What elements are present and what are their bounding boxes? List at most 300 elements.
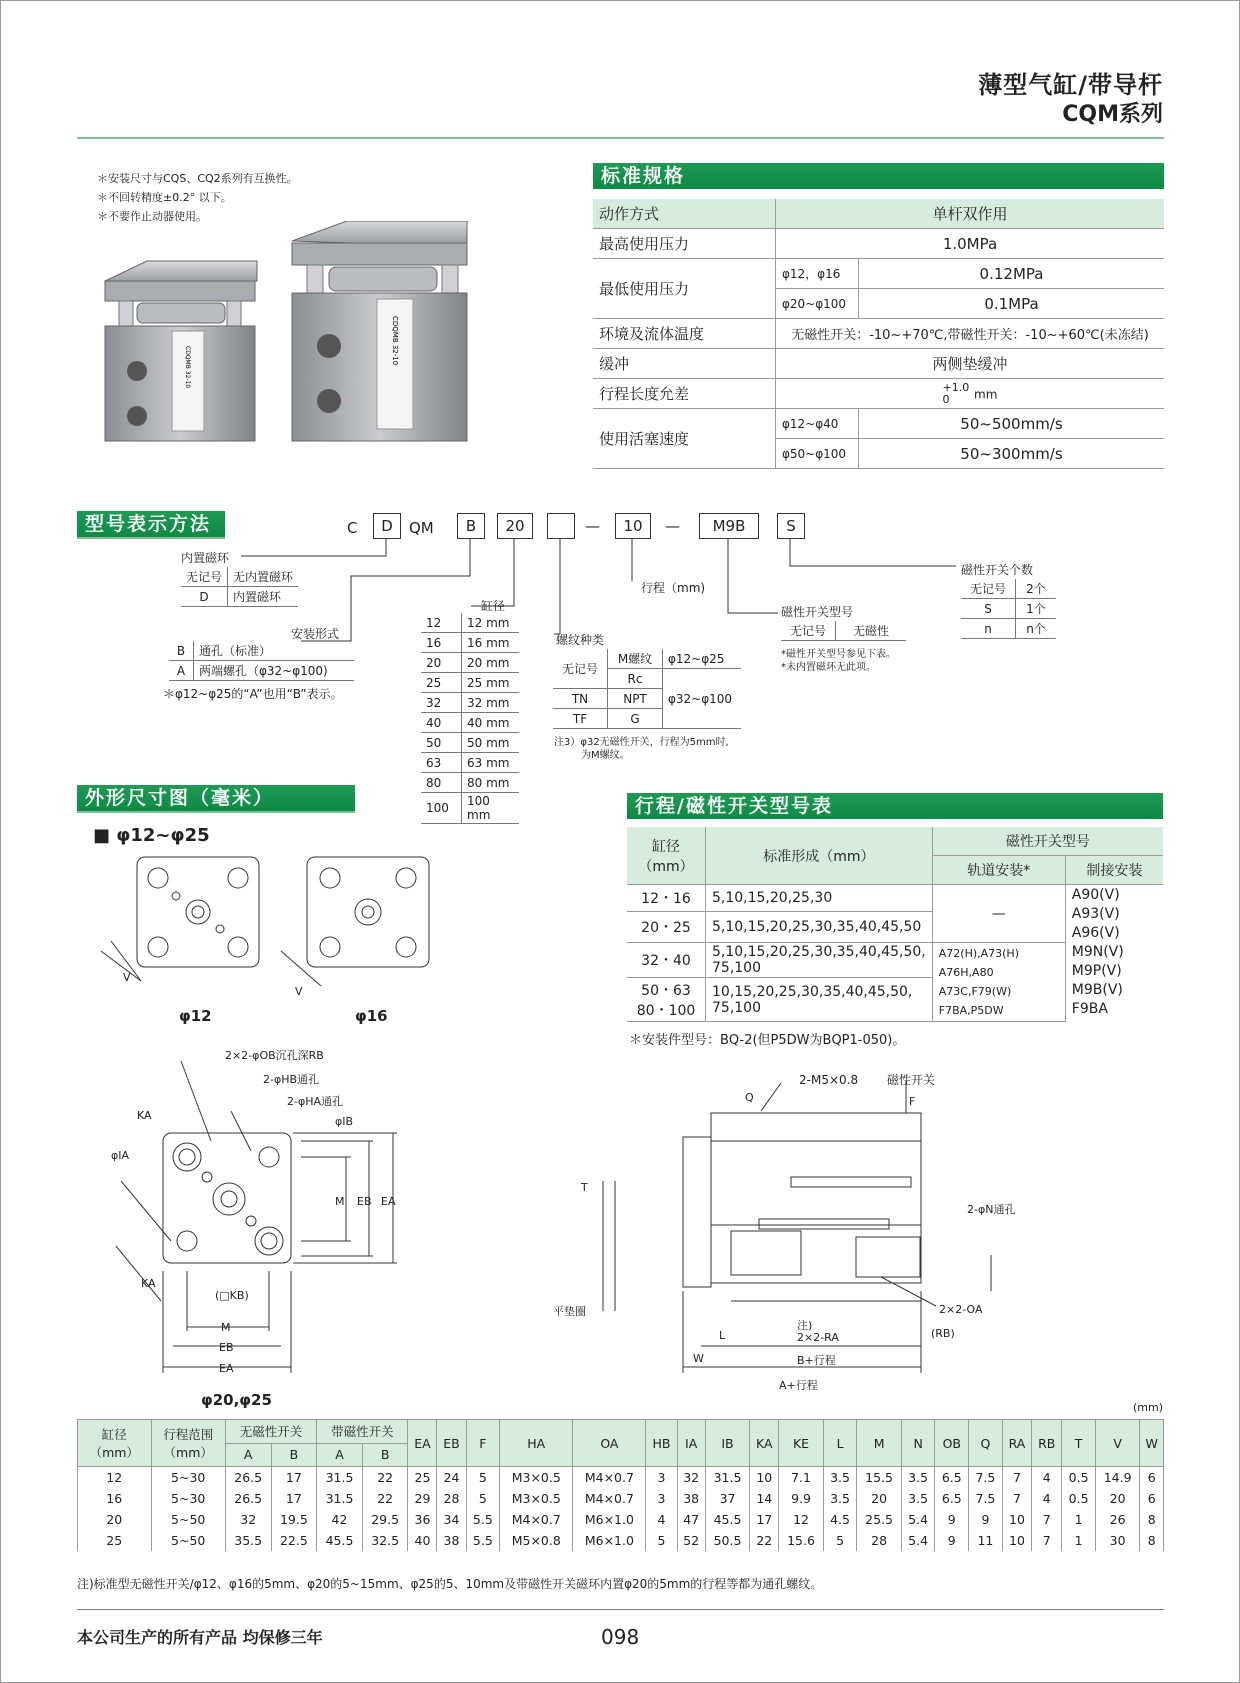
spec-value: 50~500mm/s xyxy=(859,409,1165,439)
tolerance-plus: +1.0 xyxy=(942,380,970,394)
dims-cell: 32 xyxy=(677,1467,705,1489)
dims-cell: 52 xyxy=(677,1530,705,1551)
code-switch: M9B xyxy=(699,513,759,539)
dims-head-range: 行程范围 xyxy=(163,1427,214,1442)
bore-size: 20 mm xyxy=(462,653,520,673)
dims-cell: 7 xyxy=(1002,1488,1031,1509)
dims-cell: 20 xyxy=(857,1488,901,1509)
mount-code: A xyxy=(169,661,194,681)
stroke-values: 5,10,15,20,25,30,35,40,45,50, 75,100 xyxy=(706,943,933,978)
spec-label: 最高使用压力 xyxy=(593,229,776,259)
label-hb: 2-φHB通孔 xyxy=(263,1073,320,1086)
magnet-ring-title: 内置磁环 xyxy=(181,551,230,565)
spec-bore: φ20~φ100 xyxy=(776,289,859,319)
thread-bore: φ12~φ25 xyxy=(663,649,742,669)
dims-head-col: IA xyxy=(677,1420,705,1467)
spec-label: 缓冲 xyxy=(593,349,776,379)
label-phi16: φ16 xyxy=(355,1007,388,1025)
switch-count-code: 无记号 xyxy=(961,579,1016,599)
label-ha: 2-φHA通孔 xyxy=(287,1095,344,1108)
bore-code: 80 xyxy=(421,773,462,793)
switch-model-code: 无记号 xyxy=(781,621,836,641)
spec-label: 最低使用压力 xyxy=(593,259,776,319)
dims-cell: 5~50 xyxy=(151,1530,225,1551)
bore-code: 16 xyxy=(421,633,462,653)
dims-cell: 5.5 xyxy=(466,1530,500,1551)
bore-code: 40 xyxy=(421,713,462,733)
bore-code: 20 xyxy=(421,653,462,673)
dims-cell: 17 xyxy=(750,1509,779,1530)
dims-cell: 7.5 xyxy=(969,1467,1003,1489)
dims-cell: 15.5 xyxy=(857,1467,901,1489)
code-dash: — xyxy=(665,517,680,535)
dims-cell: 22.5 xyxy=(271,1530,317,1551)
dims-cell: 7 xyxy=(1002,1467,1031,1489)
spec-value: 无磁性开关：-10~+70℃,带磁性开关：-10~+60℃(未冻结) xyxy=(776,319,1165,349)
dims-head-col: KE xyxy=(779,1420,823,1467)
dims-cell: 29 xyxy=(408,1488,437,1509)
label-switch: 磁性开关 xyxy=(887,1073,936,1087)
spec-bore: φ12，φ16 xyxy=(776,259,859,289)
dims-cell: 32.5 xyxy=(362,1530,408,1551)
dims-cell: 7 xyxy=(1032,1509,1062,1530)
dims-head-col: KA xyxy=(750,1420,779,1467)
dims-head-col: W xyxy=(1140,1420,1164,1467)
label-note-ra: 注) xyxy=(797,1319,813,1332)
bore-size: 40 mm xyxy=(462,713,520,733)
dims-cell: 4 xyxy=(1032,1488,1062,1509)
thread-note-1: 注3）φ32无磁性开关，行程为5mm时, xyxy=(554,737,729,748)
bore-size: 50 mm xyxy=(462,733,520,753)
thread-code: TF xyxy=(553,709,608,729)
bore-size: 100 mm xyxy=(462,793,520,824)
mount-desc: 通孔（标准） xyxy=(194,641,355,661)
dims-head-col: OB xyxy=(935,1420,969,1467)
dims-cell: M6×1.0 xyxy=(573,1530,646,1551)
dims-row xyxy=(78,1488,1164,1509)
dims-cell: 5~50 xyxy=(151,1509,225,1530)
dims-head-sub: B xyxy=(362,1443,408,1467)
warranty-text: 本公司生产的所有产品 均保修三年 xyxy=(77,1628,323,1647)
dims-row xyxy=(78,1467,1164,1489)
note-line: ＊不要作止动器使用。 xyxy=(97,210,207,223)
stroke-label: 行程（mm) xyxy=(641,581,706,595)
dims-cell: 8 xyxy=(1140,1530,1164,1551)
dims-cell: 0.5 xyxy=(1062,1488,1096,1509)
label-ka: KA xyxy=(141,1277,156,1290)
dims-unit: (mm) xyxy=(1133,1401,1164,1414)
direct-item: M9N(V) xyxy=(1071,944,1124,960)
bore-size: 16 mm xyxy=(462,633,520,653)
rail-item: A76H,A80 xyxy=(938,966,994,979)
dimension-table xyxy=(77,1419,1164,1551)
dims-head-sub: A xyxy=(317,1443,363,1467)
label-ob: 2×2-φOB沉孔深RB xyxy=(225,1049,324,1062)
dims-cell: 22 xyxy=(750,1530,779,1551)
code-stroke: 10 xyxy=(615,513,651,539)
dims-cell: 38 xyxy=(677,1488,705,1509)
switch-count-value: 1个 xyxy=(1016,599,1057,619)
label-astroke: A+行程 xyxy=(779,1379,818,1392)
note-line: ＊不回转精度±0.2° 以下。 xyxy=(97,191,232,204)
model-section-title: 型号表示方法 xyxy=(77,511,225,537)
dims-cell: 5~30 xyxy=(151,1467,225,1489)
footer-divider xyxy=(77,1609,1164,1610)
dims-cell: 5 xyxy=(466,1488,500,1509)
dims-cell: 36 xyxy=(408,1509,437,1530)
dims-head-col: L xyxy=(823,1420,857,1467)
label-m: M xyxy=(335,1195,345,1208)
dims-head-col: M xyxy=(857,1420,901,1467)
stroke-bore: 32・40 xyxy=(627,943,706,978)
stroke-values: 5,10,15,20,25,30 xyxy=(706,885,933,912)
note-line: ＊安装尺寸与CQS、CQ2系列有互换性。 xyxy=(97,172,298,185)
dims-cell: 17 xyxy=(271,1488,317,1509)
spec-value: 0.1MPa xyxy=(859,289,1165,319)
dims-cell: 3 xyxy=(646,1467,677,1489)
stroke-head-standard: 标准形成（mm） xyxy=(706,827,933,885)
label-f: F xyxy=(909,1095,916,1108)
dims-cell: 10 xyxy=(750,1467,779,1489)
dims-head-sub: A xyxy=(225,1443,271,1467)
dims-note: 注)标准型无磁性开关/φ12、φ16的5mm、φ20的5~15mm、φ25的5、10mm及带磁性开关磁环内置φ20的5mm的行程等都为通孔螺纹。 xyxy=(77,1577,823,1591)
bore-code: 100 xyxy=(421,793,462,824)
label-bstroke: B+行程 xyxy=(797,1354,836,1367)
dims-cell: 0.5 xyxy=(1062,1467,1096,1489)
spec-value: 单杆双作用 xyxy=(776,199,1165,229)
spec-label: 动作方式 xyxy=(593,199,776,229)
direct-item: A96(V) xyxy=(1071,925,1120,941)
drawings-section-title: 外形尺寸图（毫米） xyxy=(77,785,355,811)
dims-cell: 14 xyxy=(750,1488,779,1509)
dims-cell: 19.5 xyxy=(271,1509,317,1530)
magnet-ring-code: D xyxy=(181,587,228,607)
mount-code: B xyxy=(169,641,194,661)
magnet-ring-desc: 内置磁环 xyxy=(228,587,299,607)
dims-cell: 6.5 xyxy=(935,1488,969,1509)
dims-cell: M4×0.7 xyxy=(500,1509,573,1530)
thread-code: 无记号 xyxy=(553,649,608,689)
dims-cell: 3.5 xyxy=(901,1467,935,1489)
dims-head-col: EB xyxy=(437,1420,466,1467)
dims-cell: M3×0.5 xyxy=(500,1488,573,1509)
dims-cell: 29.5 xyxy=(362,1509,408,1530)
dims-cell: 45.5 xyxy=(705,1509,749,1530)
dims-cell: 40 xyxy=(408,1530,437,1551)
bore-code: 63 xyxy=(421,753,462,773)
dims-head-col: V xyxy=(1095,1420,1139,1467)
bore-size: 25 mm xyxy=(462,673,520,693)
dims-cell: 30 xyxy=(1095,1530,1139,1551)
spec-bore: φ50~φ100 xyxy=(776,439,859,469)
stroke-bore: 12・16 xyxy=(627,885,706,912)
dims-cell: 12 xyxy=(779,1509,823,1530)
switch-count-title: 磁性开关个数 xyxy=(961,563,1034,577)
dims-cell: 1 xyxy=(1062,1530,1096,1551)
dims-cell: 31.5 xyxy=(317,1467,363,1489)
spec-value: 0.12MPa xyxy=(859,259,1165,289)
label-n: 2-φN通孔 xyxy=(967,1203,1016,1216)
bore-size: 63 mm xyxy=(462,753,520,773)
bore-code: 32 xyxy=(421,693,462,713)
thread-title: 螺纹种类 xyxy=(556,633,605,647)
photo-label-left: CDQMB 32-10 xyxy=(184,346,191,389)
label-w: W xyxy=(693,1352,704,1365)
bore-title: 缸径 xyxy=(481,599,506,613)
dims-head-with-switch: 带磁性开关 xyxy=(317,1420,408,1444)
label-q: Q xyxy=(745,1091,754,1104)
magnet-ring-code: 无记号 xyxy=(181,567,228,587)
tolerance-zero: 0 xyxy=(942,392,950,406)
thread-note-2: 为M螺纹。 xyxy=(581,750,630,761)
dims-cell: 20 xyxy=(1095,1488,1139,1509)
direct-item: M9B(V) xyxy=(1071,982,1123,998)
label-eb: EB xyxy=(219,1341,234,1354)
dims-cell: 37 xyxy=(705,1488,749,1509)
page-title: 薄型气缸/带导杆 xyxy=(978,71,1163,99)
dims-head-col: IB xyxy=(705,1420,749,1467)
thread-type: Rc xyxy=(608,669,663,689)
stroke-table-note: ＊安装件型号：BQ-2(但P5DW为BQP1-050)。 xyxy=(629,1033,906,1048)
dims-cell: 6 xyxy=(1140,1467,1164,1489)
dims-head-col: Q xyxy=(969,1420,1003,1467)
direct-item: F9BA xyxy=(1071,1001,1108,1017)
dims-cell: 38 xyxy=(437,1530,466,1551)
magnet-ring-desc: 无内置磁环 xyxy=(228,567,299,587)
label-ea: EA xyxy=(219,1362,234,1375)
label-ib: φIB xyxy=(335,1115,354,1128)
code-b: B xyxy=(457,513,485,539)
direct-item: A93(V) xyxy=(1071,906,1120,922)
rail-item: A73C,F79(W) xyxy=(938,985,1012,998)
dims-head-col: F xyxy=(466,1420,500,1467)
dims-cell: 4 xyxy=(1032,1467,1062,1489)
dims-cell: 12 xyxy=(78,1467,152,1489)
label-v: V xyxy=(123,971,131,984)
bore-size: 32 mm xyxy=(462,693,520,713)
spec-value: 两侧垫缓冲 xyxy=(776,349,1165,379)
dims-cell: 31.5 xyxy=(317,1488,363,1509)
label-washer: 平垫圈 xyxy=(553,1305,586,1318)
dims-cell: 6 xyxy=(1140,1488,1164,1509)
dims-cell: M3×0.5 xyxy=(500,1467,573,1489)
spec-value: 50~300mm/s xyxy=(859,439,1165,469)
code-bore: 20 xyxy=(497,513,533,539)
dims-cell: 20 xyxy=(78,1509,152,1530)
stroke-bore: 50・63 80・100 xyxy=(627,978,706,1022)
dims-head-col: RB xyxy=(1032,1420,1062,1467)
direct-item: A90(V) xyxy=(1071,887,1120,903)
dims-cell: 10 xyxy=(1002,1509,1031,1530)
direct-item: M9P(V) xyxy=(1071,963,1122,979)
dims-cell: 5.5 xyxy=(466,1509,500,1530)
dims-cell: M4×0.7 xyxy=(573,1488,646,1509)
dims-cell: 1 xyxy=(1062,1509,1096,1530)
code-dash: — xyxy=(585,517,600,535)
dims-cell: 31.5 xyxy=(705,1467,749,1489)
bore-code: 25 xyxy=(421,673,462,693)
dims-cell: 9 xyxy=(969,1509,1003,1530)
mount-title: 安装形式 xyxy=(291,627,340,641)
dims-cell: 28 xyxy=(437,1488,466,1509)
mount-note: ＊φ12~φ25的“A”也用“B”表示。 xyxy=(163,687,343,701)
dims-cell: 3 xyxy=(646,1488,677,1509)
dims-cell: 25 xyxy=(408,1467,437,1489)
dims-cell: 35.5 xyxy=(225,1530,271,1551)
switch-model-note-2: *未内置磁环无此项。 xyxy=(781,662,876,673)
dims-cell: 5 xyxy=(823,1530,857,1551)
label-phi2025: φ20,φ25 xyxy=(201,1391,272,1409)
rail-item: F7BA,P5DW xyxy=(938,1004,1004,1017)
dims-head-bore-unit: （mm） xyxy=(89,1445,139,1460)
label-l: L xyxy=(719,1329,726,1342)
dims-cell: 17 xyxy=(271,1467,317,1489)
dims-cell: 25.5 xyxy=(857,1509,901,1530)
stroke-head-switch: 磁性开关型号 xyxy=(932,827,1163,856)
spec-label: 环境及流体温度 xyxy=(593,319,776,349)
page-number: 098 xyxy=(601,1625,640,1649)
stroke-values: 10,15,20,25,30,35,40,45,50, 75,100 xyxy=(706,978,933,1022)
dims-cell: 11 xyxy=(969,1530,1003,1551)
tolerance-unit: mm xyxy=(974,387,998,401)
dims-row xyxy=(78,1530,1164,1551)
photo-label-right: CDQMB 32-10 xyxy=(391,316,399,366)
dims-cell: M6×1.0 xyxy=(573,1509,646,1530)
dims-cell: 5.4 xyxy=(901,1509,935,1530)
spec-section-title: 标准规格 xyxy=(593,163,1164,189)
dims-head-col: T xyxy=(1062,1420,1096,1467)
thread-bore: φ32~φ100 xyxy=(663,669,742,729)
bore-code: 12 xyxy=(421,613,462,633)
dims-head-bore: 缸径 xyxy=(101,1427,127,1442)
stroke-head-rail: 轨道安装* xyxy=(932,856,1065,885)
dims-head-sub: B xyxy=(271,1443,317,1467)
dims-cell: 3.5 xyxy=(823,1488,857,1509)
label-m5: 2-M5×0.8 xyxy=(799,1073,859,1087)
dims-cell: 4.5 xyxy=(823,1509,857,1530)
spec-value: 1.0MPa xyxy=(776,229,1165,259)
spec-bore: φ12~φ40 xyxy=(776,409,859,439)
rail-dash: — xyxy=(932,885,1065,943)
dims-cell: 5 xyxy=(466,1467,500,1489)
dims-cell: 28 xyxy=(857,1530,901,1551)
dims-cell: 45.5 xyxy=(317,1530,363,1551)
bore-code: 50 xyxy=(421,733,462,753)
dims-cell: 10 xyxy=(1002,1530,1031,1551)
spec-label: 行程长度允差 xyxy=(593,379,776,409)
dims-head-range-unit: （mm） xyxy=(163,1445,213,1460)
switch-count-code: n xyxy=(961,619,1016,639)
dims-head-col: HA xyxy=(500,1420,573,1467)
series-title: CQM系列 xyxy=(1062,102,1163,127)
dims-cell: 14.9 xyxy=(1095,1467,1139,1489)
dims-cell: 9 xyxy=(935,1509,969,1530)
stroke-section-title: 行程/磁性开关型号表 xyxy=(627,793,1163,819)
bore-size: 80 mm xyxy=(462,773,520,793)
stroke-head-direct: 制接安装 xyxy=(1065,856,1163,885)
label-ia: φIA xyxy=(111,1149,130,1162)
code-d: D xyxy=(373,513,401,539)
label-ea: EA xyxy=(381,1195,396,1208)
label-ka: KA xyxy=(137,1109,152,1122)
dims-cell: 34 xyxy=(437,1509,466,1530)
dims-cell: 3.5 xyxy=(823,1467,857,1489)
thread-code: TN xyxy=(553,689,608,709)
dims-cell: M5×0.8 xyxy=(500,1530,573,1551)
label-phi12: φ12 xyxy=(179,1007,212,1025)
dims-cell: 8 xyxy=(1140,1509,1164,1530)
label-m: M xyxy=(221,1321,231,1334)
dims-cell: 7.1 xyxy=(779,1467,823,1489)
spec-label: 使用活塞速度 xyxy=(593,409,776,469)
switch-model-note-1: *磁性开关型号参见下表。 xyxy=(781,649,896,660)
dims-head-col: RA xyxy=(1002,1420,1031,1467)
dims-cell: 26.5 xyxy=(225,1488,271,1509)
thread-type: NPT xyxy=(608,689,663,709)
switch-count-code: S xyxy=(961,599,1016,619)
label-kb: (□KB) xyxy=(215,1289,249,1302)
dims-cell: 24 xyxy=(437,1467,466,1489)
dims-cell: 15.6 xyxy=(779,1530,823,1551)
dims-cell: 3.5 xyxy=(901,1488,935,1509)
label-v: V xyxy=(295,985,303,998)
switch-count-value: 2个 xyxy=(1016,579,1057,599)
rail-item: A72(H),A73(H) xyxy=(938,947,1019,960)
stroke-values: 5,10,15,20,25,30,35,40,45,50 xyxy=(706,912,933,943)
stroke-head-bore: 缸径 xyxy=(652,838,680,855)
code-qm: QM xyxy=(409,519,434,537)
switch-count-value: n个 xyxy=(1016,619,1057,639)
switch-model-desc: 无磁性 xyxy=(836,621,907,641)
dims-cell: 26 xyxy=(1095,1509,1139,1530)
label-ra: 2×2-RA xyxy=(797,1331,839,1344)
dims-cell: 32 xyxy=(225,1509,271,1530)
label-eb: EB xyxy=(357,1195,372,1208)
stroke-head-bore-unit: （mm） xyxy=(638,858,694,875)
dims-cell: 47 xyxy=(677,1509,705,1530)
thread-type: G xyxy=(608,709,663,729)
dims-cell: 5 xyxy=(646,1530,677,1551)
dims-cell: 9.9 xyxy=(779,1488,823,1509)
dims-cell: 9 xyxy=(935,1530,969,1551)
dims-cell: M4×0.7 xyxy=(573,1467,646,1489)
label-t: T xyxy=(581,1181,588,1194)
dims-cell: 7 xyxy=(1032,1530,1062,1551)
dims-cell: 7.5 xyxy=(969,1488,1003,1509)
mount-desc: 两端螺孔（φ32~φ100) xyxy=(194,661,355,681)
thread-type: M螺纹 xyxy=(608,649,663,669)
dims-cell: 50.5 xyxy=(705,1530,749,1551)
dims-head-col: HB xyxy=(646,1420,677,1467)
dims-cell: 42 xyxy=(317,1509,363,1530)
drawings-subtitle: ■ φ12~φ25 xyxy=(93,825,210,846)
dims-cell: 5.4 xyxy=(901,1530,935,1551)
code-count: S xyxy=(777,513,805,539)
technical-drawings xyxy=(1,1,1240,1421)
dims-head-no-switch: 无磁性开关 xyxy=(225,1420,316,1444)
dims-cell: 22 xyxy=(362,1488,408,1509)
dims-head-col: OA xyxy=(573,1420,646,1467)
dims-head-col: N xyxy=(901,1420,935,1467)
label-rb: (RB) xyxy=(931,1327,955,1340)
code-c: C xyxy=(347,519,358,537)
dims-cell: 5~30 xyxy=(151,1488,225,1509)
dims-cell: 4 xyxy=(646,1509,677,1530)
dims-cell: 26.5 xyxy=(225,1467,271,1489)
dims-cell: 6.5 xyxy=(935,1467,969,1489)
dims-cell: 22 xyxy=(362,1467,408,1489)
label-oa: 2×2-OA xyxy=(939,1303,983,1316)
